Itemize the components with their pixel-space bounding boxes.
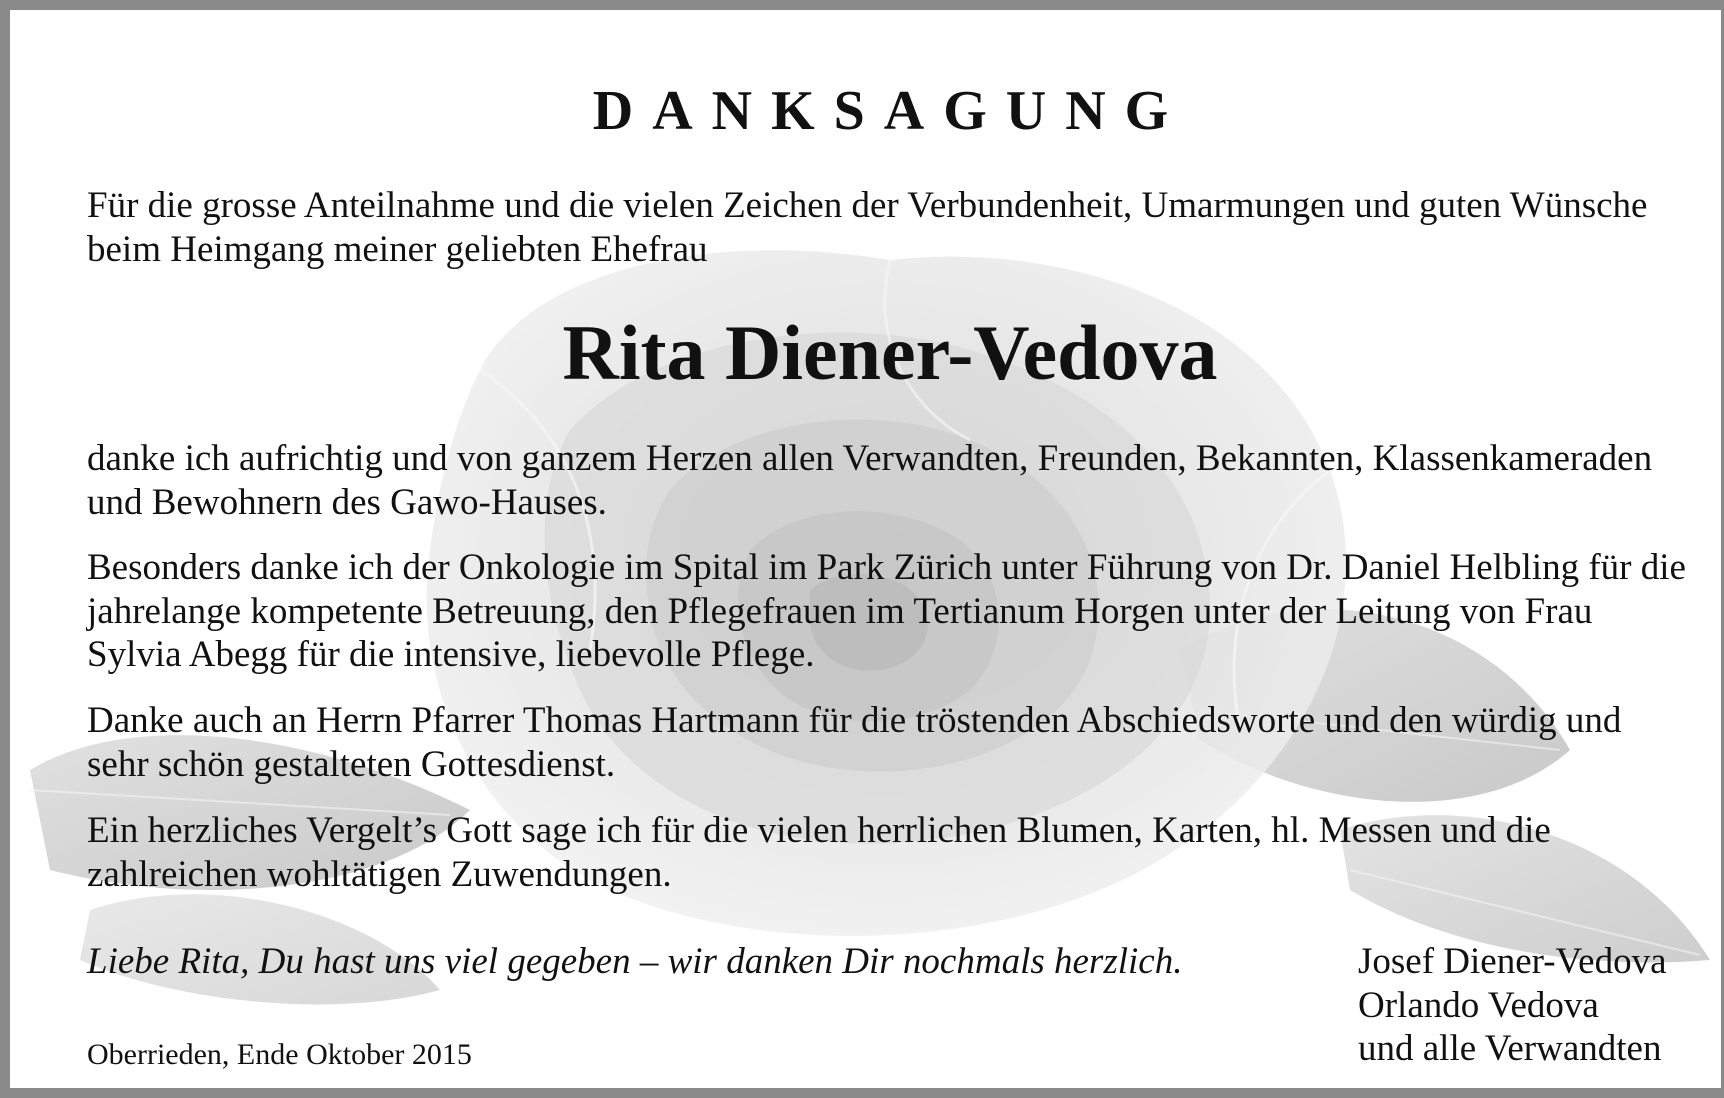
- closing-line: Liebe Rita, Du hast uns viel gegeben – wir danken Dir nochmals herzlich.: [87, 941, 1183, 982]
- paragraph-thanks-relatives: danke ich aufrichtig und von ganzem Herzen allen Verwandten, Freunden, Bekannten, Klassenkameraden und Bewohnern des Gawo-Hauses.: [87, 438, 1653, 523]
- signature-line: Josef Diener-Vedova: [1358, 941, 1667, 982]
- paragraph-thanks-pastor: Danke auch an Herrn Pfarrer Thomas Hartmann für die tröstenden Abschiedsworte und den würdig und sehr schön gestalteten Gottesdienst.: [87, 700, 1622, 785]
- deceased-name: Rita Diener-Vedova: [562, 309, 1218, 396]
- signature-line: und alle Verwandten: [1358, 1028, 1662, 1069]
- signature-line: Orlando Vedova: [1358, 984, 1599, 1026]
- place-date: Oberrieden, Ende Oktober 2015: [87, 1038, 472, 1071]
- notice-title: DANKSAGUNG: [592, 80, 1188, 142]
- signatures: [1358, 940, 1667, 1071]
- intro-text: Für die grosse Anteilnahme und die vielen Zeichen der Verbundenheit, Umarmungen und guten Wünsche beim Heimgang meiner geliebten Ehefrau: [87, 185, 1648, 270]
- notice-content: [10, 10, 1724, 1098]
- paragraph-thanks-flowers: Ein herzliches Vergelt’s Gott sage ich für die vielen herrlichen Blumen, Karten, hl. Messen und die zahlreichen wohltätigen Zuwendungen.: [87, 810, 1551, 895]
- paragraph-thanks-medical: Besonders danke ich der Onkologie im Spital im Park Zürich unter Führung von Dr. Daniel Helbling für die jahrelange kompetente Betreuung, den Pflegefrauen im Tertianum Horgen unter der Leitung von Frau Sylvia Abegg für die intensive, liebevolle Pflege.: [87, 547, 1686, 675]
